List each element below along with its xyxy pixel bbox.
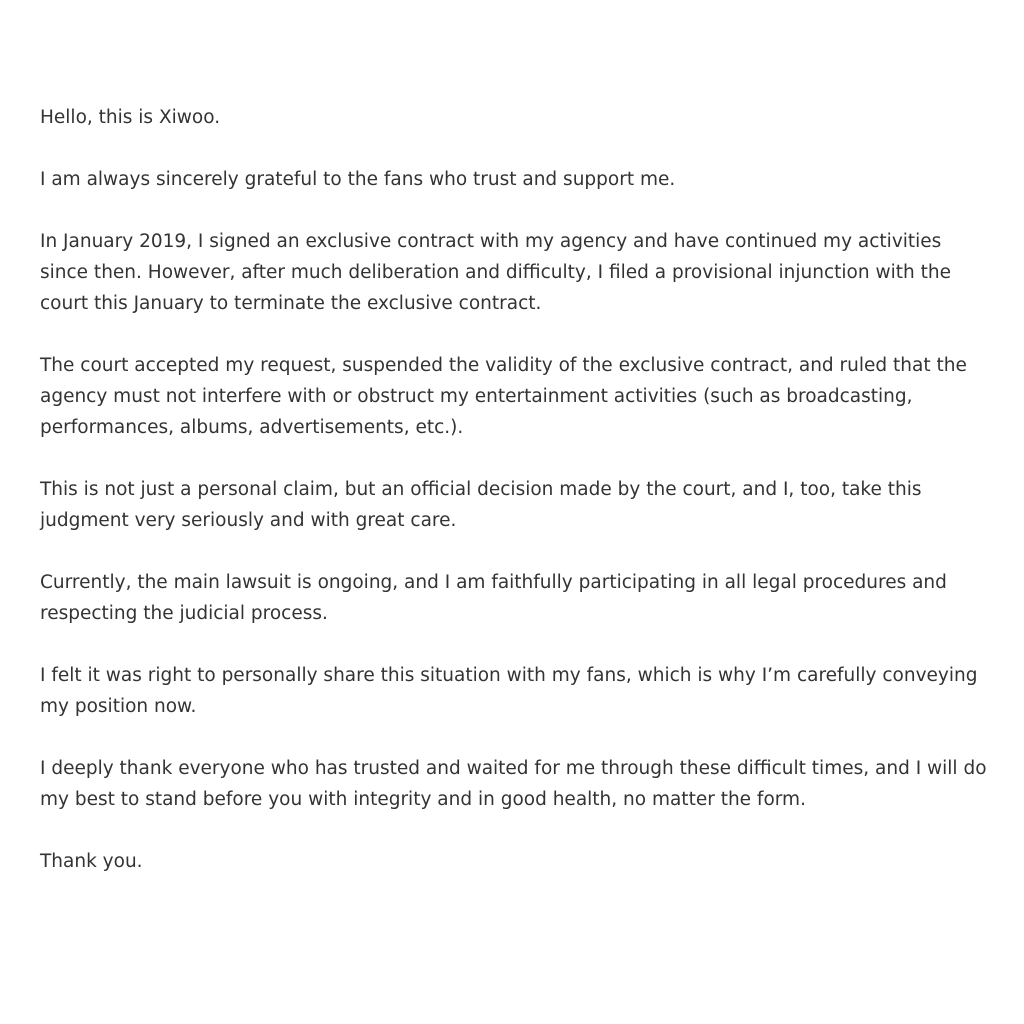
thanks-paragraph: I deeply thank everyone who has trusted and waited for me through these difficult times, and I will do my best to stand before you with integrity and in good health, no matter the form. — [40, 758, 987, 810]
closing-paragraph: Thank you. — [40, 851, 143, 872]
court-ruling-paragraph: The court accepted my request, suspended the validity of the exclusive contract, and ruled that the agency must not interfere with or obstruct my entertainment activities (such as broadcasting, performances, albums, advertisements, etc.). — [40, 355, 967, 438]
gratitude-paragraph: I am always sincerely grateful to the fans who trust and support me. — [40, 169, 676, 190]
contract-paragraph: In January 2019, I signed an exclusive contract with my agency and have continued my activities since then. However, after much deliberation and difficulty, I filed a provisional injunction with the court this January to terminate the exclusive contract. — [40, 231, 951, 314]
lawsuit-paragraph: Currently, the main lawsuit is ongoing, and I am faithfully participating in all legal procedures and respecting the judicial process. — [40, 572, 947, 624]
statement-body — [40, 102, 990, 877]
greeting-paragraph: Hello, this is Xiwoo. — [40, 107, 221, 128]
official-decision-paragraph: This is not just a personal claim, but an official decision made by the court, and I, too, take this judgment very seriously and with great care. — [40, 479, 922, 531]
share-situation-paragraph: I felt it was right to personally share this situation with my fans, which is why I’m carefully conveying my position now. — [40, 665, 978, 717]
